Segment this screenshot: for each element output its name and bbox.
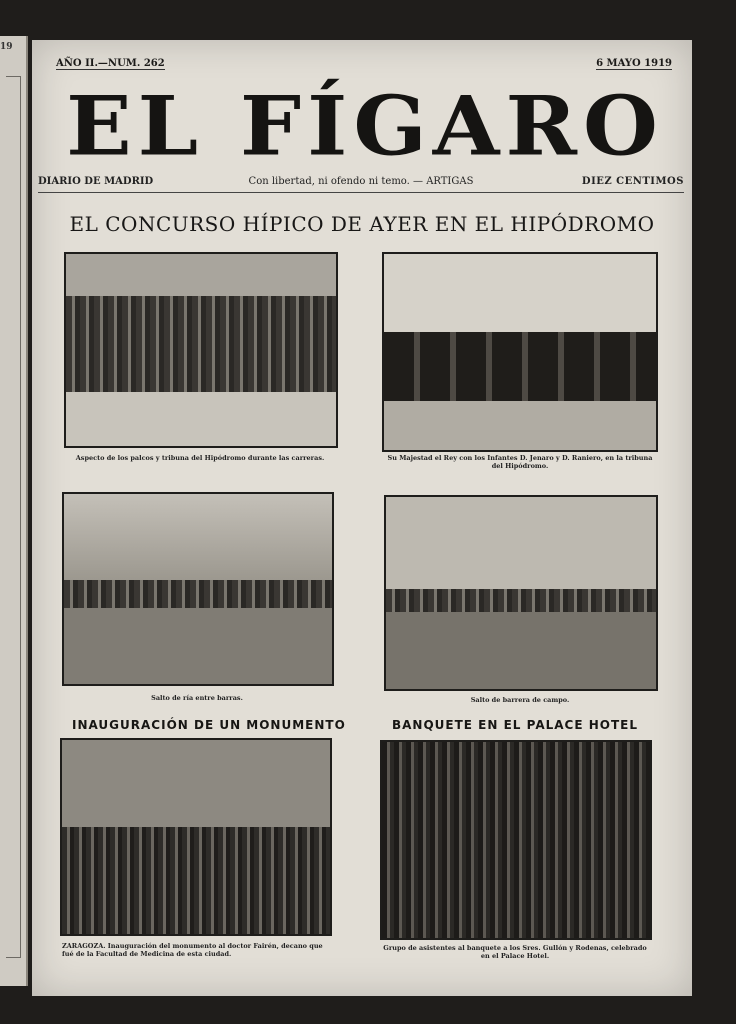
masthead-top xyxy=(56,58,672,76)
photo-grandstand xyxy=(64,252,338,448)
masthead-subline xyxy=(38,176,684,193)
caption-monument: ZARAGOZA. Inauguración del monumento al doctor Fairén, decano que fué de la Facultad de Medicina de esta ciudad. xyxy=(62,942,323,958)
main-headline: EL CONCURSO HÍPICO DE AYER EN EL HIPÓDROMO xyxy=(69,212,655,236)
previous-page-edge xyxy=(0,36,28,986)
previous-page-border xyxy=(6,76,21,958)
photo-royal-box xyxy=(382,252,658,452)
issue-date: 6 MAYO 1919 xyxy=(596,58,672,69)
photo-field-barrier xyxy=(384,495,658,691)
issue-number: AÑO II.—NUM. 262 xyxy=(56,58,165,69)
price: DIEZ CENTIMOS xyxy=(581,176,684,187)
previous-page-number: 19 xyxy=(0,42,13,52)
newspaper-page xyxy=(32,40,692,996)
caption-grandstand: Aspecto de los palcos y tribuna del Hipódromo durante las carreras. xyxy=(75,454,325,462)
caption-royal-box: Su Majestad el Rey con los Infantes D. Jenaro y D. Raniero, en la tribuna del Hipódromo. xyxy=(387,454,653,470)
subtitle-left: DIARIO DE MADRID xyxy=(38,176,154,187)
motto: Con libertad, ni ofendo ni temo. — ARTIGAS xyxy=(248,176,474,187)
section-title-monument: INAUGURACIÓN DE UN MONUMENTO xyxy=(72,718,346,732)
caption-water-jump: Salto de ría entre barras. xyxy=(151,694,243,702)
photo-water-jump xyxy=(62,492,334,686)
photo-monument xyxy=(60,738,332,936)
caption-field-barrier: Salto de barrera de campo. xyxy=(470,696,570,704)
photo-banquet xyxy=(380,740,652,940)
caption-banquet: Grupo de asistentes al banquete a los Sres. Gullón y Rodenas, celebrado en el Palace Hotel. xyxy=(383,944,647,960)
section-title-banquet: BANQUETE EN EL PALACE HOTEL xyxy=(392,718,638,732)
newspaper-title: EL FÍGARO xyxy=(66,78,664,175)
